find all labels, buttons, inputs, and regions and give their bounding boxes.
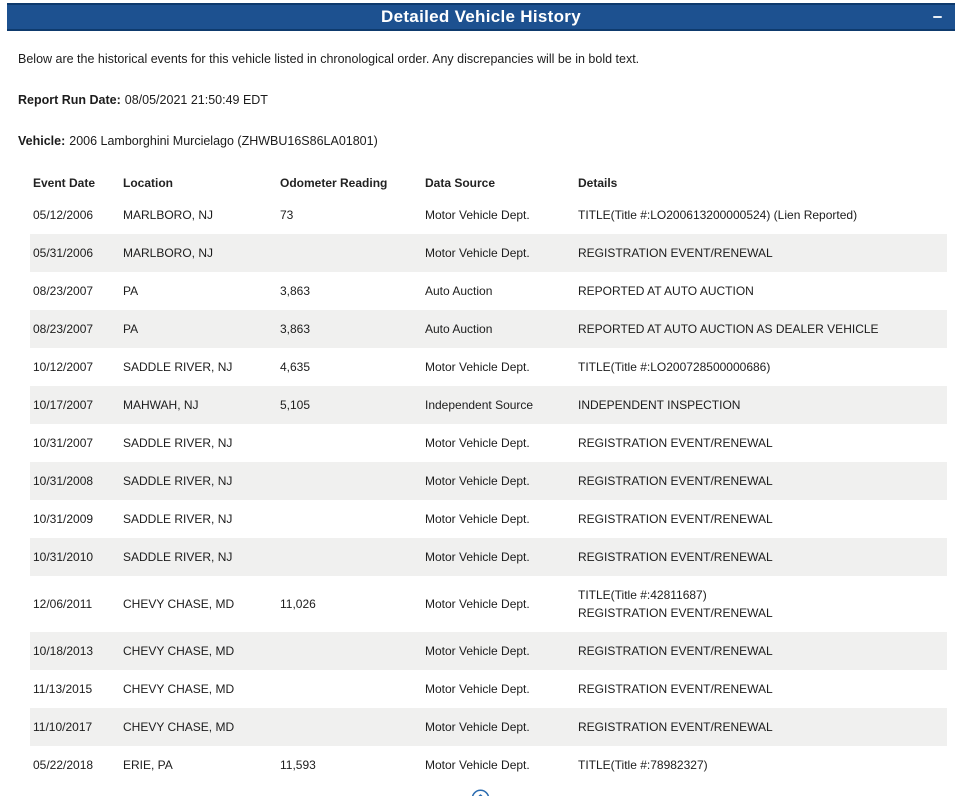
table-row (30, 746, 947, 784)
cell-event-date: 10/17/2007 (33, 398, 94, 412)
table-row (30, 576, 947, 632)
cell-event-date: 05/12/2006 (33, 208, 94, 222)
cell-data-source: Motor Vehicle Dept. (425, 758, 530, 772)
vehicle-line (18, 134, 942, 148)
cell-details: REPORTED AT AUTO AUCTION AS DEALER VEHICLE (578, 322, 879, 336)
cell-details: REGISTRATION EVENT/RENEWAL (578, 682, 773, 696)
cell-details: REGISTRATION EVENT/RENEWAL (578, 436, 773, 450)
cell-data-source: Motor Vehicle Dept. (425, 597, 530, 611)
cell-data-source: Motor Vehicle Dept. (425, 246, 530, 260)
cell-event-date: 10/31/2009 (33, 512, 94, 526)
table-row (30, 310, 947, 348)
report-run-date-line (18, 93, 942, 107)
cell-details: REGISTRATION EVENT/RENEWAL (578, 512, 773, 526)
cell-location: CHEVY CHASE, MD (123, 644, 235, 658)
cell-odometer: 3,863 (280, 284, 311, 298)
cell-event-date: 08/23/2007 (33, 322, 94, 336)
report-run-date-value: 08/05/2021 21:50:49 EDT (124, 93, 268, 107)
section-titlebar (7, 3, 955, 31)
cell-details: REPORTED AT AUTO AUCTION (578, 284, 754, 298)
minus-icon (933, 16, 942, 18)
table-row (30, 196, 947, 234)
cell-details: REGISTRATION EVENT/RENEWAL (578, 474, 773, 488)
cell-event-date: 05/22/2018 (33, 758, 94, 772)
history-table (30, 169, 947, 784)
cell-data-source: Motor Vehicle Dept. (425, 512, 530, 526)
cell-location: SADDLE RIVER, NJ (123, 512, 233, 526)
up-arrow-circle-icon (471, 789, 490, 796)
cell-event-date: 11/13/2015 (33, 682, 93, 696)
back-to-top-button[interactable] (470, 788, 490, 796)
vehicle-label: Vehicle: (18, 134, 66, 148)
cell-location: PA (123, 322, 139, 336)
cell-data-source: Motor Vehicle Dept. (425, 720, 530, 734)
footer (0, 788, 960, 796)
page-title: Detailed Vehicle History (381, 7, 581, 26)
table-row (30, 670, 947, 708)
cell-data-source: Motor Vehicle Dept. (425, 360, 530, 374)
cell-odometer: 4,635 (280, 360, 311, 374)
table-row (30, 272, 947, 310)
cell-location: CHEVY CHASE, MD (123, 682, 235, 696)
cell-details: TITLE(Title #:78982327) (578, 758, 708, 772)
column-header-data-source: Data Source (425, 175, 496, 190)
cell-details: INDEPENDENT INSPECTION (578, 398, 741, 412)
cell-data-source: Motor Vehicle Dept. (425, 550, 530, 564)
vehicle-value: 2006 Lamborghini Murcielago (ZHWBU16S86LA01801) (69, 134, 378, 148)
cell-details: REGISTRATION EVENT/RENEWAL (578, 644, 773, 658)
cell-event-date: 10/12/2007 (33, 360, 94, 374)
cell-odometer: 5,105 (280, 398, 311, 412)
cell-odometer: 73 (280, 208, 294, 222)
cell-odometer: 3,863 (280, 322, 311, 336)
table-row (30, 500, 947, 538)
cell-location: SADDLE RIVER, NJ (123, 474, 233, 488)
column-header-location: Location (123, 175, 173, 190)
cell-data-source: Motor Vehicle Dept. (425, 682, 530, 696)
table-row (30, 348, 947, 386)
cell-event-date: 10/18/2013 (33, 644, 94, 658)
cell-location: MARLBORO, NJ (123, 246, 214, 260)
cell-odometer: 11,593 (280, 758, 316, 772)
cell-details: REGISTRATION EVENT/RENEWAL (578, 246, 773, 260)
cell-odometer: 11,026 (280, 597, 316, 611)
table-row (30, 234, 947, 272)
table-body (30, 196, 947, 784)
table-row (30, 632, 947, 670)
cell-location: CHEVY CHASE, MD (123, 597, 235, 611)
cell-location: CHEVY CHASE, MD (123, 720, 235, 734)
cell-event-date: 08/23/2007 (33, 284, 94, 298)
table-row (30, 708, 947, 746)
cell-location: SADDLE RIVER, NJ (123, 550, 233, 564)
column-header-odometer-reading: Odometer Reading (280, 175, 388, 190)
cell-data-source: Motor Vehicle Dept. (425, 644, 530, 658)
cell-data-source: Motor Vehicle Dept. (425, 436, 530, 450)
table-row (30, 462, 947, 500)
cell-data-source: Auto Auction (425, 284, 493, 298)
column-header-details: Details (578, 175, 618, 190)
table-row (30, 386, 947, 424)
report-run-date-label: Report Run Date: (18, 93, 121, 107)
cell-details: TITLE(Title #:LO200613200000524) (Lien Reported) (578, 208, 858, 222)
cell-location: MARLBORO, NJ (123, 208, 214, 222)
cell-event-date: 10/31/2008 (33, 474, 94, 488)
cell-data-source: Motor Vehicle Dept. (425, 208, 530, 222)
cell-event-date: 12/06/2011 (33, 597, 93, 611)
cell-data-source: Motor Vehicle Dept. (425, 474, 530, 488)
cell-details: TITLE(Title #:42811687) REGISTRATION EVENT/RENEWAL (578, 588, 773, 620)
cell-data-source: Independent Source (425, 398, 534, 412)
cell-location: SADDLE RIVER, NJ (123, 360, 233, 374)
cell-location: MAHWAH, NJ (123, 398, 199, 412)
cell-event-date: 05/31/2006 (33, 246, 94, 260)
cell-location: PA (123, 284, 139, 298)
cell-details: TITLE(Title #:LO200728500000686) (578, 360, 771, 374)
cell-location: ERIE, PA (123, 758, 173, 772)
cell-details: REGISTRATION EVENT/RENEWAL (578, 720, 773, 734)
cell-data-source: Auto Auction (425, 322, 493, 336)
table-row (30, 538, 947, 576)
cell-event-date: 11/10/2017 (33, 720, 93, 734)
column-header-event-date: Event Date (33, 175, 96, 190)
cell-event-date: 10/31/2010 (33, 550, 94, 564)
cell-details: REGISTRATION EVENT/RENEWAL (578, 550, 773, 564)
collapse-section-button[interactable] (927, 5, 947, 29)
table-row (30, 424, 947, 462)
intro-text: Below are the historical events for this vehicle listed in chronological order. Any discrepancies will be in bold text. (18, 52, 640, 66)
cell-location: SADDLE RIVER, NJ (123, 436, 233, 450)
table-header-row (30, 169, 947, 196)
cell-event-date: 10/31/2007 (33, 436, 94, 450)
